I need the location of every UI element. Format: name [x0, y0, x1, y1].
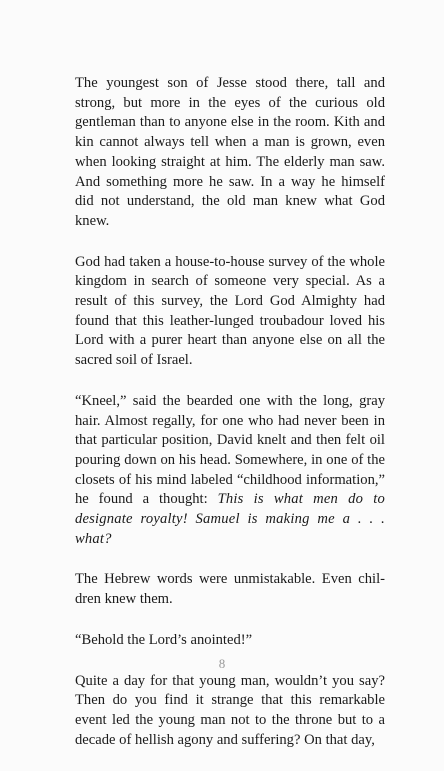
paragraph-2: God had taken a house-to-house survey of the whole kingdom in search of someone very special. As a result of this survey, the Lord God Almighty had found that this leather-lunged troubadour loved his Lord with a purer heart than anyone else on all the sacred soil of Israel. — [75, 253, 385, 369]
paragraph-1: The youngest son of Jesse stood there, tall and strong, but more in the eyes of the curious old gentleman than to anyone else in the room. Kith and kin cannot always tell when a man is grown, even when looking straight at him. The elderly man saw. And something more he saw. In a way he himself did not understand, the old man knew what God knew. — [75, 75, 385, 229]
page-number: 8 — [218, 656, 226, 671]
paragraph-3 — [75, 392, 385, 550]
italic-thought: This is what men do to designate royalty! Samuel is making me a . . . what? — [75, 491, 385, 547]
paragraph-4: The Hebrew words were unmistakable. Even chil-dren knew them. — [75, 571, 385, 608]
paragraph-3-text: “Kneel,” said the bearded one with the long, gray hair. Almost regally, for one who had never been in that particular position, David knelt and then felt oil pouring down on his head. Somewhere, in one of the closets of his mind labeled “childhood information,” he found a thought: — [75, 392, 385, 508]
paragraph-5: “Behold the Lord’s anointed!” — [75, 631, 253, 648]
paragraph-6: Quite a day for that young man, wouldn’t you say? Then do you find it strange that this remarkable event led the young man not to the throne but to a decade of hellish agony and suffering? On that day, — [75, 672, 385, 748]
